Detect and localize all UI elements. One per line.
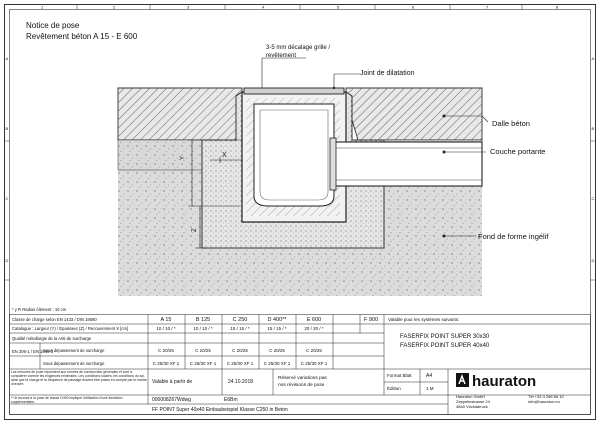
legal-text: Les mesures de pose répondent aux normes de construction générales et sont à considérer comme les exigences minimales. Les conditions locales, les conditions du sol, ainsi que la charge et la fréquence de passage doivent être prises en compte par le maître d'œuvre. [11,370,147,387]
table-row-label: Sous dépassement de surcharge [43,348,105,353]
system-name: FASERFIX POINT SUPER 40x40 [400,343,490,349]
drawing-subtitle: Revêtement béton A 15 - E 600 [26,32,138,41]
col-label: 1 [41,4,44,10]
concrete-class: C 20/25 [269,348,285,353]
table-row-label: Qualité métallurgie de la Anti-de surcharge [12,336,92,341]
revision: E6Bm [224,397,238,403]
concrete-class: C 20/25 [306,348,322,353]
footnote-text: ** le recours à la pose de classe D400 implique l'utilisation d'une fondation supplémentaire. [11,396,123,405]
row-label: D [5,258,9,263]
system-name: FASERFIX POINT SUPER 30x30 [400,334,490,340]
concrete-class: C 20/25 [232,348,248,353]
sheet-value: 1 M [426,386,434,391]
grate [244,88,344,94]
col-label: 6 [412,4,415,10]
slab-callout: Dalle béton [492,119,530,128]
row-label: B [5,126,9,131]
row-label: A [591,56,595,61]
sheet-label: Édition [387,386,401,391]
drawing-number: 000008267Wdwg [152,397,191,403]
col-label: 7 [486,4,489,10]
product-description: FF POINT Super 40x40 Einbaubeispiel Klasse C250 in Beton [152,407,288,413]
exposure-class: C 25/30 XF 1 [300,361,328,366]
table-row-label: Catalogue : Largeur (Y) / Épaisseur (Z) / Recouvrement X [cm] [12,326,129,331]
col-label: 5 [337,4,340,10]
dim-x-label: X [222,152,227,159]
dim-value: 15 / 15 / * [267,326,287,331]
table-row-code: EN 206-1 / EN 1045-2 [12,349,54,354]
col-label: 4 [262,4,265,10]
row-label: A [5,56,9,61]
col-label: 2 [113,4,116,10]
base-callout: Couche portante [490,147,546,156]
dim-value: 15 / 15 / * [230,326,250,331]
valid-label: Valable pour les systèmes suivants: [388,317,460,322]
company-line: 4840 Vöcklabruck [456,404,488,409]
validity-label: Valable à partir de [152,379,193,385]
offset-callout: 3-5 mm décalage grille / [266,45,331,51]
row-label: B [591,126,595,131]
load-class: C 250 [232,317,248,323]
exposure-class: C 25/30 XF 1 [152,361,180,366]
concrete-class: C 20/25 [158,348,174,353]
col-label: 8 [556,4,559,10]
row-label: C [591,196,595,201]
format-label: Format Blatt [387,373,412,378]
exposure-class: C 25/30 XF 1 [226,361,254,366]
load-class: D 400** [267,317,287,323]
outlet-pipe [334,142,482,186]
format-value: A4 [426,373,433,379]
offset-callout-2: revêtement [266,53,297,59]
channel-inner [254,104,334,206]
exposure-class: C 25/30 XF 1 [263,361,291,366]
reserve-text: Réservé variations pas [278,376,327,381]
exposure-class: C 25/30 XF 1 [189,361,217,366]
concrete-class: C 20/25 [195,348,211,353]
row-label: D [591,258,595,263]
table-row-label: Sous dépassement de surcharge [43,361,105,366]
company-line: Zeppelinstrasse 24 [456,399,490,404]
dim-value: 10 / 10 / * [193,326,213,331]
reserve-text: nos révisions de pose [278,383,325,388]
company-line: Hauraton GmbH [456,394,486,399]
dim-y-label: Y [180,155,186,160]
hauraton-logo [456,373,536,390]
joint-callout: Joint de dilatation [360,70,415,77]
logo-text: hauraton [472,373,537,390]
row-label: C [5,196,9,201]
dim-z-label: Z [192,228,198,232]
load-class: E 600 [306,317,322,323]
col-label: 3 [187,4,190,10]
dim-value: 20 / 20 / * [304,326,324,331]
company-mail: info@hauraton.eu [528,399,560,404]
load-class: A 15 [160,317,172,323]
company-tel: Tél +33 4 266 66 10 [528,394,564,399]
validity-date: 24.10.2018 [228,379,254,385]
table-row-label: Classe de charge selon EN 1433 / DIN 19580 [12,317,97,322]
dim-value: 10 / 10 / * [156,326,176,331]
foundation-callout: Fond de forme ingélif [478,232,549,241]
load-class: F 900 [363,317,379,323]
load-class: B 125 [195,317,211,323]
radius-note: * y R Radius élément : 10 cm [12,307,67,312]
drawing-title: Notice de pose [26,21,80,30]
